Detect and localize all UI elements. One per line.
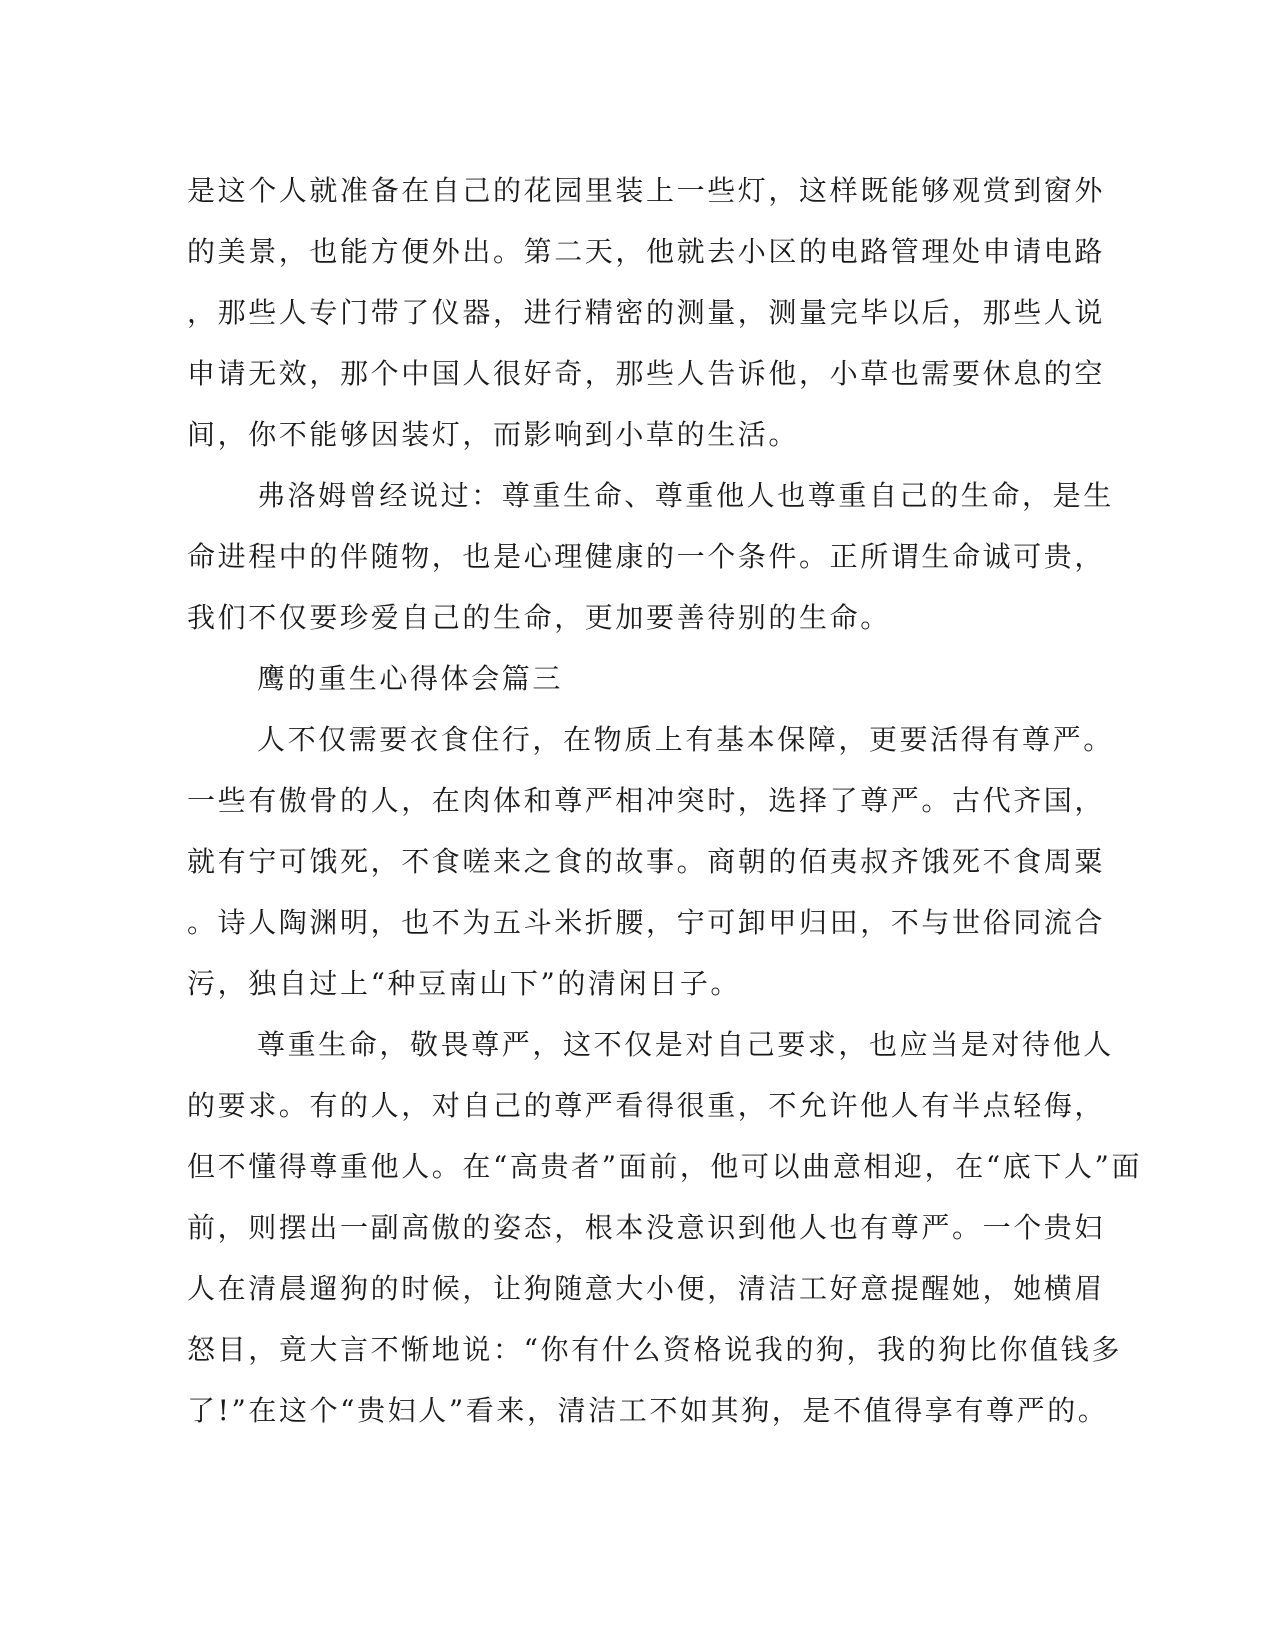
section-heading: 鹰的重生心得体会篇三 [257,662,564,695]
text-line: 怒目，竟大言不惭地说：“你有什么资格说我的狗，我的狗比你值钱多 [187,1333,1122,1366]
paragraph-first-line: 尊重生命，敬畏尊严，这不仅是对自己要求，也应当是对待他人 [257,1028,1114,1061]
text-line: ，那些人专门带了仪器，进行精密的测量，测量完毕以后，那些人说 [187,296,1106,329]
text-line: 但不懂得尊重他人。在“高贵者”面前，他可以曲意相迎，在“底下人”面 [187,1150,1143,1183]
text-line: 是这个人就准备在自己的花园里装上一些灯，这样既能够观赏到窗外 [187,174,1106,207]
paragraph-first-line: 人不仅需要衣食住行，在物质上有基本保障，更要活得有尊严。 [257,723,1114,756]
text-line: 我们不仅要珍爱自己的生命，更加要善待别的生命。 [187,601,891,634]
text-line: 人在清晨遛狗的时候，让狗随意大小便，清洁工好意提醒她，她横眉 [187,1272,1106,1305]
paragraph-first-line: 弗洛姆曾经说过：尊重生命、尊重他人也尊重自己的生命，是生 [257,479,1114,512]
text-line: 的要求。有的人，对自己的尊严看得很重，不允许他人有半点轻侮， [187,1089,1106,1122]
text-line: 了!”在这个“贵妇人”看来，清洁工不如其狗，是不值得享有尊严的。 [187,1394,1109,1427]
text-line: 。诗人陶渊明，也不为五斗米折腰，宁可卸甲归田，不与世俗同流合 [187,906,1106,939]
text-line: 的美景，也能方便外出。第二天，他就去小区的电路管理处申请电路 [187,235,1106,268]
text-line: 前，则摆出一副高傲的姿态，根本没意识到他人也有尊严。一个贵妇 [187,1211,1106,1244]
text-line: 一些有傲骨的人，在肉体和尊严相冲突时，选择了尊严。古代齐国， [187,784,1106,817]
text-line: 间，你不能够因装灯，而影响到小草的生活。 [187,418,800,451]
text-line: 申请无效，那个中国人很好奇，那些人告诉他，小草也需要休息的空 [187,357,1106,390]
text-line: 污，独自过上“种豆南山下”的清闲日子。 [187,967,742,1000]
document-body [187,160,1143,1441]
text-line: 命进程中的伴随物，也是心理健康的一个条件。正所谓生命诚可贵， [187,540,1106,573]
text-line: 就有宁可饿死，不食嗟来之食的故事。商朝的佰夷叔齐饿死不食周粟 [187,845,1106,878]
